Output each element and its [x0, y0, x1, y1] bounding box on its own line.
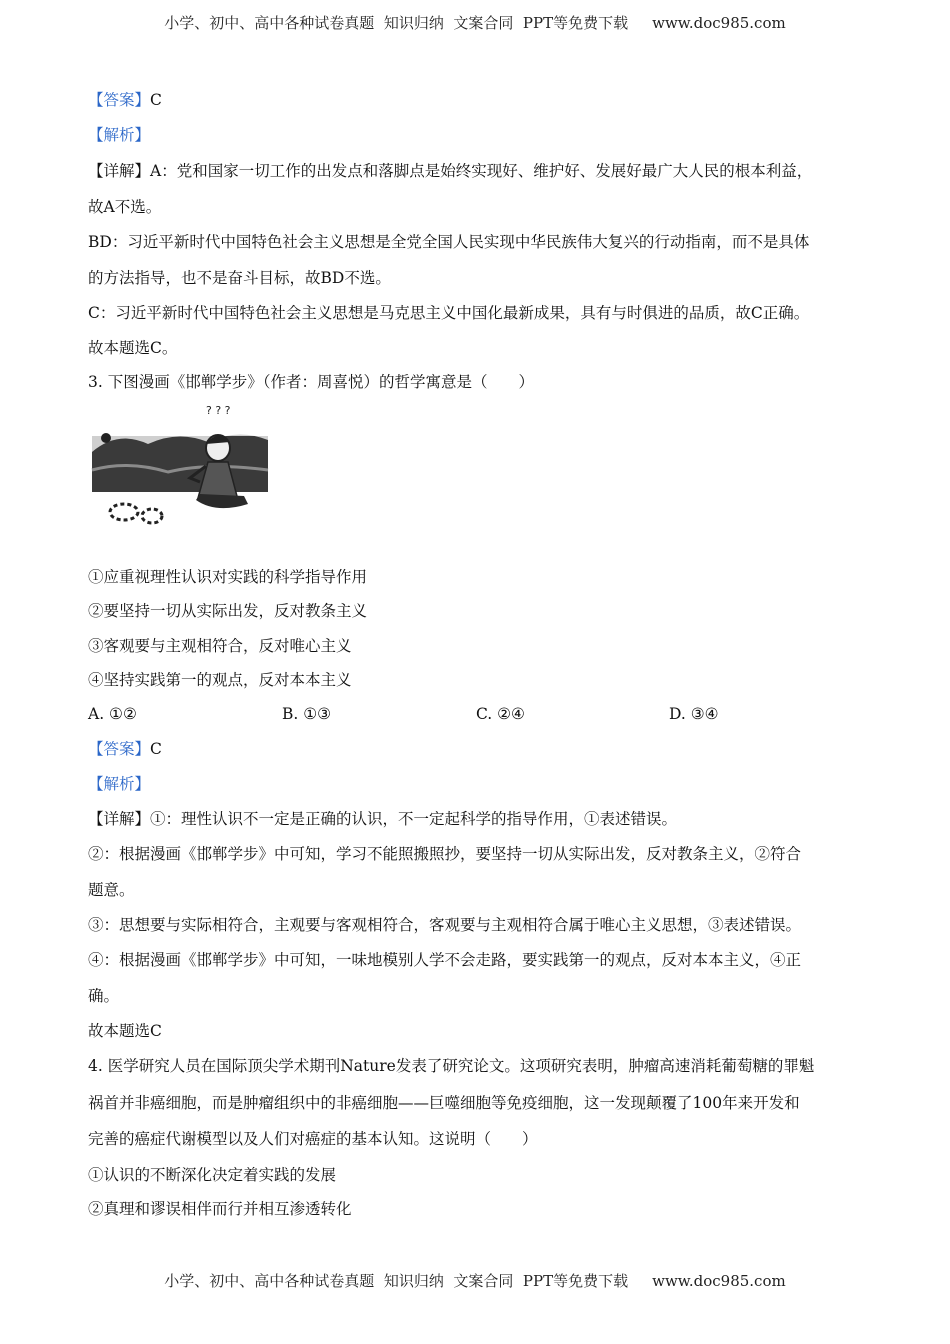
q3-detail-line-7: 故本题选C	[88, 1022, 162, 1040]
q3-option-d: D. ③④	[669, 705, 719, 723]
q4-stem-line-2: 祸首并非癌细胞，而是肿瘤组织中的非癌细胞——巨噬细胞等免疫细胞，这一发现颠覆了100年来开发和	[88, 1094, 800, 1112]
q2-answer	[88, 90, 162, 110]
detail-tag: 【详解】	[88, 162, 151, 180]
page-header	[0, 12, 950, 33]
q3-answer	[88, 739, 162, 759]
svg-text:? ? ?: ? ? ?	[206, 404, 231, 417]
q2-detail-line-4: 的方法指导，也不是奋斗目标，故BD不选。	[88, 269, 391, 287]
q3-detail-line-2: ②：根据漫画《邯郸学步》中可知，学习不能照搬照抄，要坚持一切从实际出发，反对教条主义，②符合	[88, 845, 802, 863]
q4-stem-line-1: 4. 医学研究人员在国际顶尖学术期刊Nature发表了研究论文。这项研究表明，肿瘤高速消耗葡萄糖的罪魁	[88, 1057, 815, 1075]
answer-tag: 【答案】	[88, 91, 151, 109]
q3-detail-line-4: ③：思想要与实际相符合，主观要与客观相符合，客观要与主观相符合属于唯心主义思想，③表述错误。	[88, 916, 802, 934]
q2-detail-line-2: 故A不选。	[88, 198, 162, 216]
header-text: 小学、初中、高中各种试卷真题 知识归纳 文案合同 PPT等免费下载	[164, 14, 629, 32]
q3-item-1: ①应重视理性认识对实践的科学指导作用	[88, 568, 368, 586]
q3-item-3: ③客观要与主观相符合，反对唯心主义	[88, 637, 352, 655]
q2-analysis-tag: 【解析】	[88, 126, 151, 144]
q3-option-c: C. ②④	[476, 705, 525, 723]
q3-option-a: A. ①②	[88, 705, 137, 723]
answer-tag: 【答案】	[88, 740, 151, 758]
q3-item-4: ④坚持实践第一的观点，反对本本主义	[88, 671, 352, 689]
q4-item-2: ②真理和谬误相伴而行并相互渗透转化	[88, 1200, 352, 1218]
q2-detail-line-5: C：习近平新时代中国特色社会主义思想是马克思主义中国化最新成果，具有与时俱进的品质，故C正确。	[88, 304, 810, 322]
q3-option-b: B. ①③	[282, 705, 332, 723]
header-url[interactable]: www.doc985.com	[652, 14, 786, 32]
q3-detail-line-5: ④：根据漫画《邯郸学步》中可知，一味地模别人学不会走路，要实践第一的观点，反对本本主义，④正	[88, 951, 802, 969]
q3-detail-line-3: 题意。	[88, 881, 135, 899]
q4-item-1: ①认识的不断深化决定着实践的发展	[88, 1166, 337, 1184]
page-footer	[0, 1270, 950, 1291]
q3-detail-line-1	[88, 809, 677, 829]
answer-value: C	[150, 740, 162, 758]
q3-detail-line-6: 确。	[88, 987, 120, 1005]
q2-detail-line-3: BD：习近平新时代中国特色社会主义思想是全党全国人民实现中华民族伟大复兴的行动指南，而不是具体	[88, 233, 810, 251]
q2-detail-line-1	[88, 161, 812, 181]
q3-analysis-tag: 【解析】	[88, 775, 151, 793]
cartoon-image	[88, 400, 270, 534]
footer-text: 小学、初中、高中各种试卷真题 知识归纳 文案合同 PPT等免费下载	[164, 1272, 629, 1290]
q3-stem: 3. 下图漫画《邯郸学步》（作者：周喜悦）的哲学寓意是（ ）	[88, 373, 534, 391]
q4-stem-line-3: 完善的癌症代谢模型以及人们对癌症的基本认知。这说明（ ）	[88, 1130, 538, 1148]
detail-text: A：党和国家一切工作的出发点和落脚点是始终实现好、维护好、发展好最广大人民的根本利益，	[150, 162, 813, 180]
detail-text: ①：理性认识不一定是正确的认识，不一定起科学的指导作用，①表述错误。	[150, 810, 678, 828]
answer-value: C	[150, 91, 162, 109]
q3-item-2: ②要坚持一切从实际出发，反对教条主义	[88, 602, 368, 620]
q2-detail-line-6: 故本题选C。	[88, 339, 178, 357]
footer-url[interactable]: www.doc985.com	[652, 1272, 786, 1290]
detail-tag: 【详解】	[88, 810, 151, 828]
